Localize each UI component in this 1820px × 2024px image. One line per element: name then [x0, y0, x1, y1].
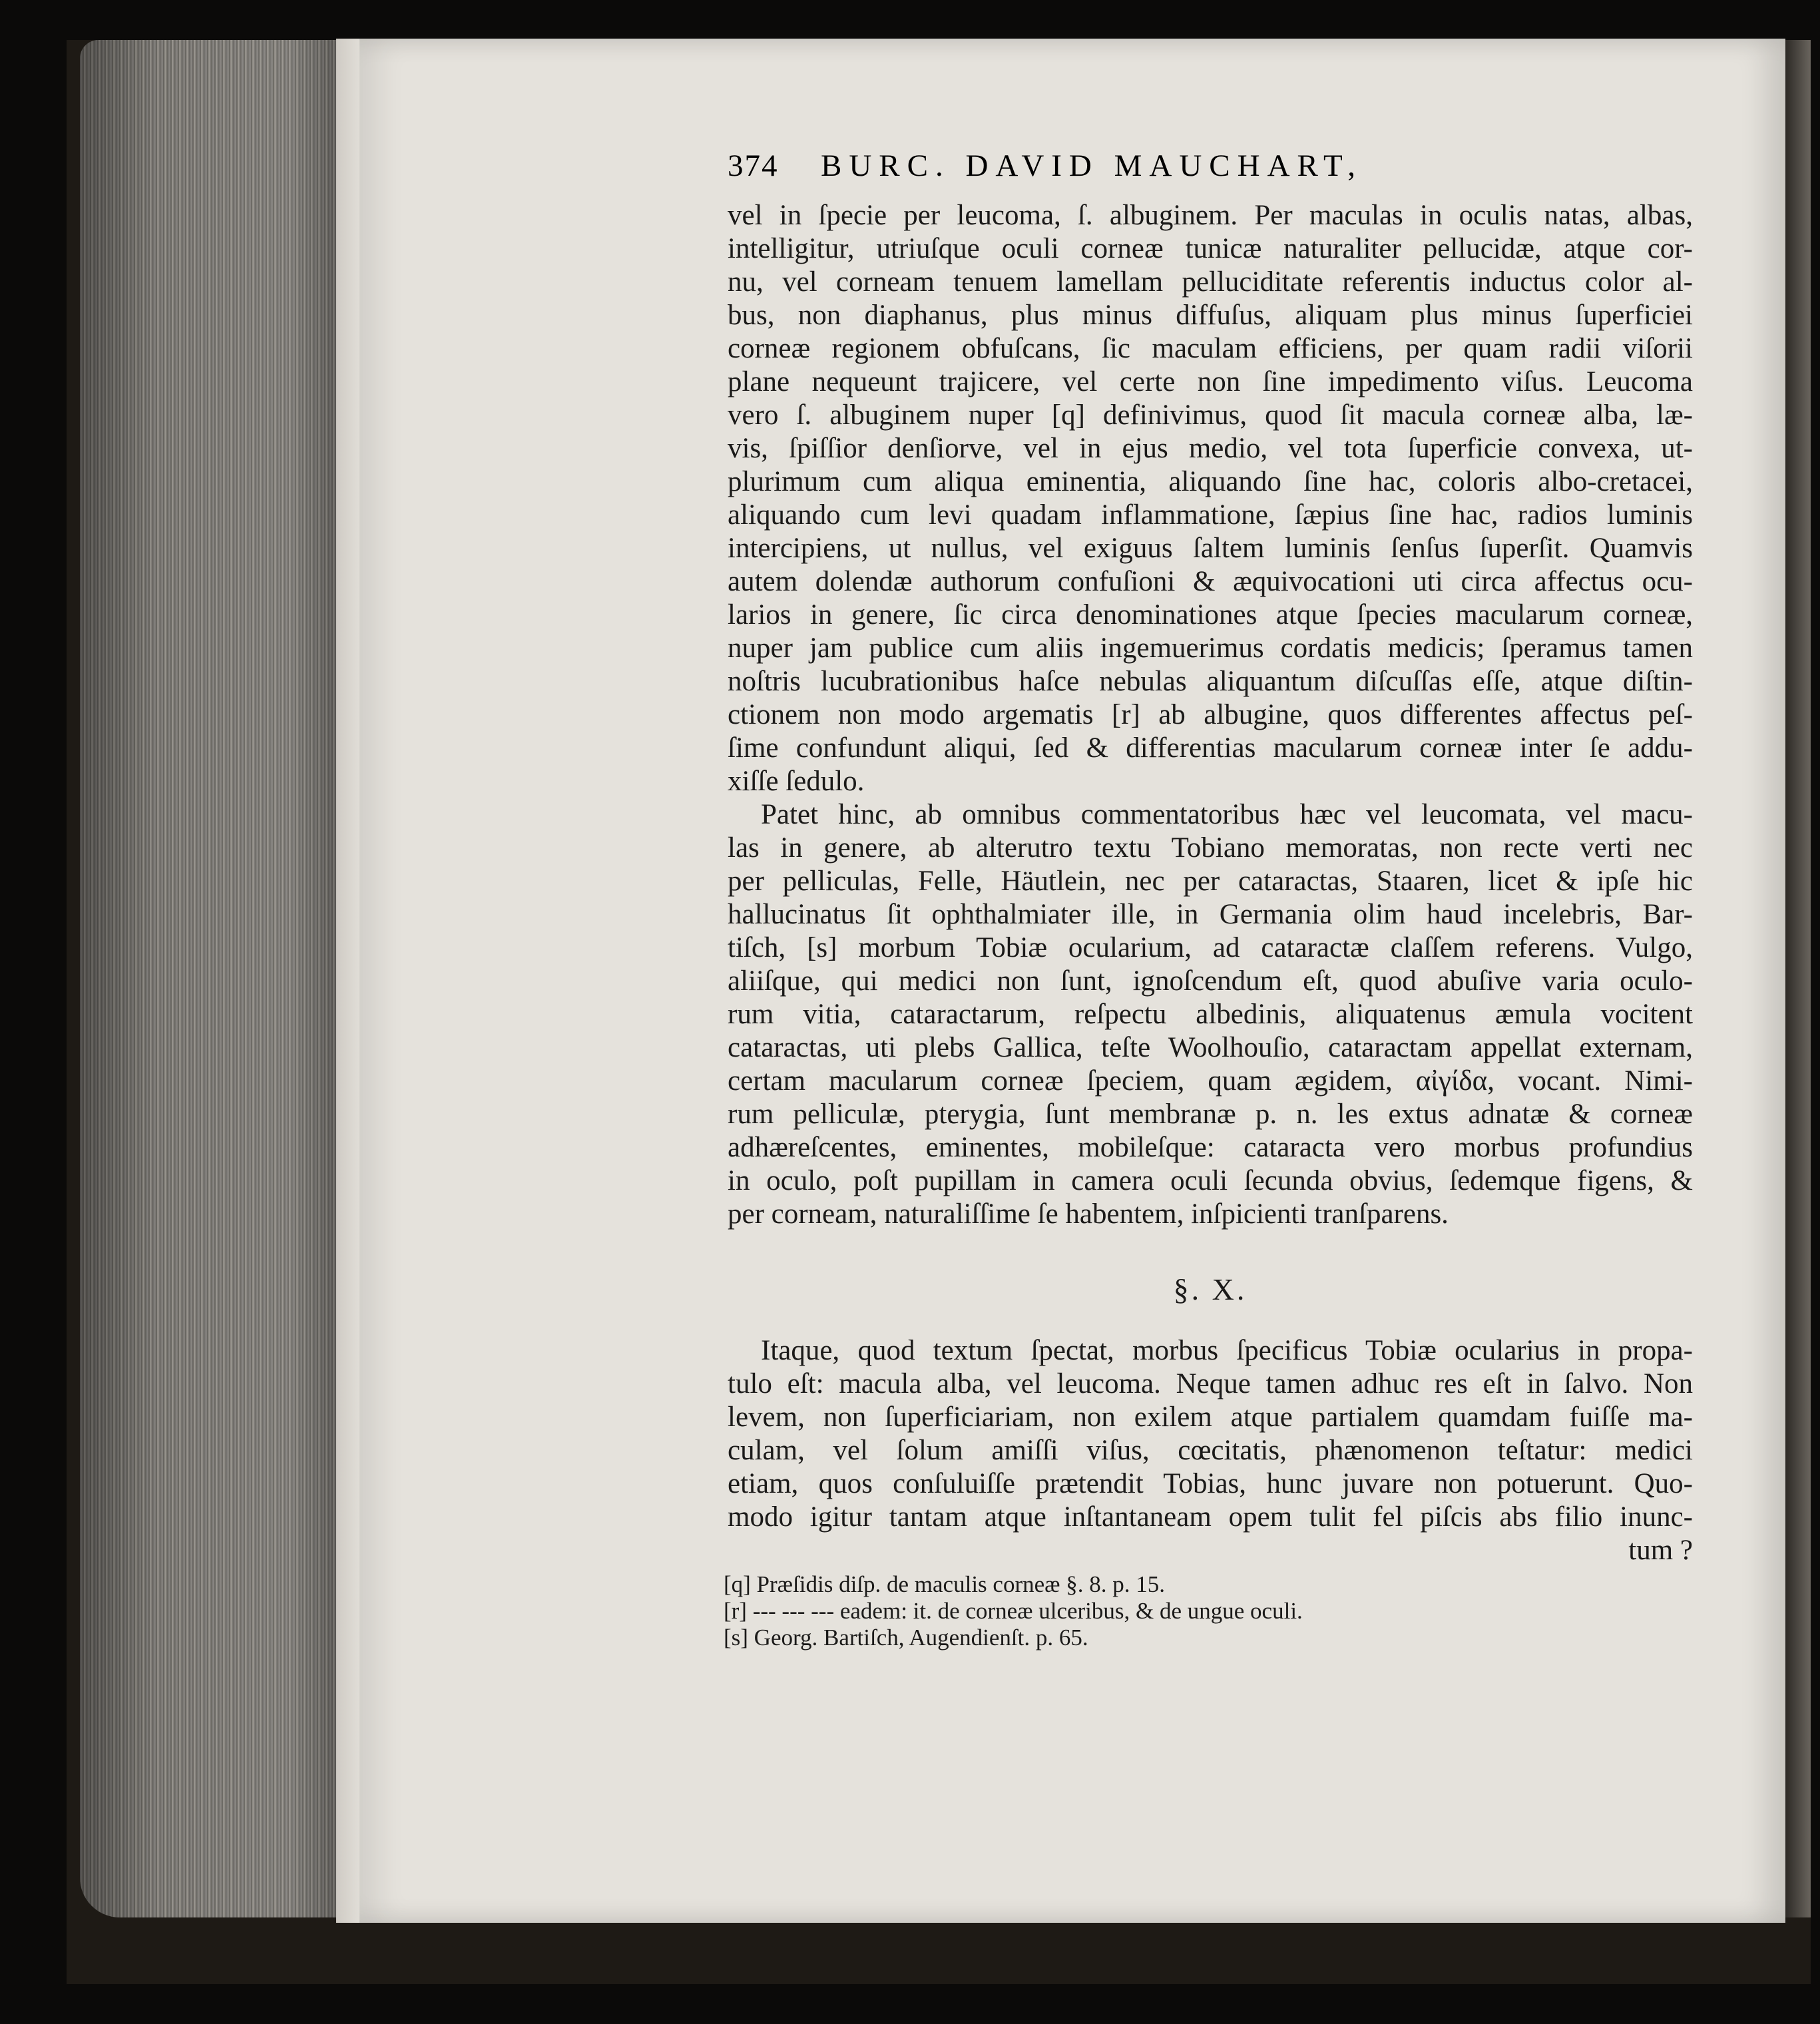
- footnote: [r] --- --- --- eadem: it. de corneæ ulceribus, & de ungue oculi.: [724, 1598, 1303, 1624]
- body-line: las in genere, ab alterutro textu Tobiano memoratas, non recte verti nec: [728, 832, 1693, 864]
- section-line: modo igitur tantam atque inſtantaneam opem tulit fel piſcis abs filio inunc-: [728, 1501, 1693, 1533]
- section-line: tulo eſt: macula alba, vel leucoma. Neque tamen adhuc res eſt in ſalvo. Non: [728, 1368, 1693, 1399]
- running-header: [728, 148, 1693, 188]
- running-title: BURC. DAVID MAUCHART,: [821, 148, 1363, 183]
- footnote: [s] Georg. Bartiſch, Augendienſt. p. 65.: [724, 1625, 1088, 1650]
- body-line: nu, vel corneam tenuem lamellam pelluciditate referentis inductus color al-: [728, 266, 1693, 298]
- body-line: in oculo, poſt pupillam in camera oculi ſecunda obvius, ſedemque figens, &: [728, 1165, 1693, 1196]
- body-line: tiſch, [s] morbum Tobiæ ocularium, ad cataractæ claſſem referens. Vulgo,: [728, 932, 1693, 963]
- body-line: xiſſe ſedulo.: [728, 766, 865, 797]
- section-line: levem, non ſuperficiariam, non exilem atque partialem quamdam fuiſſe ma-: [728, 1401, 1693, 1433]
- body-line: certam macularum corneæ ſpeciem, quam ægidem, αἰγίδα, vocant. Nimi-: [728, 1065, 1693, 1097]
- body-line: per corneam, naturaliſſime ſe habentem, inſpicienti tranſparens.: [728, 1198, 1449, 1230]
- body-line: noſtris lucubrationibus haſce nebulas aliquantum diſcuſſas eſſe, atque diſtin-: [728, 666, 1693, 697]
- section-line: Itaque, quod textum ſpectat, morbus ſpecificus Tobiæ ocularius in propa-: [761, 1335, 1693, 1366]
- body-line: per pelliculas, Felle, Häutlein, nec per cataractas, Staaren, licet & ipſe hic: [728, 866, 1693, 897]
- body-line: vis, ſpiſſior denſiorve, vel in ejus medio, vel tota ſuperficie convexa, ut-: [728, 433, 1693, 464]
- body-line: aliquando cum levi quadam inflammatione, ſæpius ſine hac, radios luminis: [728, 499, 1693, 531]
- body-line: larios in genere, ſic circa denominationes atque ſpecies macularum corneæ,: [728, 599, 1693, 631]
- body-line: bus, non diaphanus, plus minus diffuſus, aliquam plus minus ſuperficiei: [728, 300, 1693, 331]
- body-line: Patet hinc, ab omnibus commentatoribus hæc vel leucomata, vel macu-: [761, 799, 1693, 830]
- section-line: tum ?: [1628, 1535, 1693, 1566]
- page-gutter: [336, 39, 363, 1923]
- page-number: 374: [728, 148, 779, 183]
- section-line: culam, vel ſolum amiſſi viſus, cœcitatis, phænomenon teſtatur: medici: [728, 1435, 1693, 1466]
- body-line: autem dolendæ authorum confuſioni & æquivocationi uti circa affectus ocu-: [728, 566, 1693, 597]
- body-line: intercipiens, ut nullus, vel exiguus ſaltem luminis ſenſus ſuperſit. Quamvis: [728, 533, 1693, 564]
- section-heading: §. X.: [1173, 1272, 1248, 1306]
- right-page-edge: [1785, 40, 1811, 1917]
- body-line: rum vitia, cataractarum, reſpectu albedinis, aliquatenus æmula vocitent: [728, 999, 1693, 1030]
- footnote: [q] Præſidis diſp. de maculis corneæ §. 8. p. 15.: [724, 1571, 1165, 1597]
- body-line: corneæ regionem obfuſcans, ſic maculam efficiens, per quam radii viſorii: [728, 333, 1693, 364]
- body-line: aliiſque, qui medici non ſunt, ignoſcendum eſt, quod abuſive varia oculo-: [728, 965, 1693, 997]
- section-line: etiam, quos conſuluiſſe prætendit Tobias, hunc juvare non potuerunt. Quo-: [728, 1468, 1693, 1499]
- body-line: ctionem non modo argematis [r] ab albugine, quos differentes affectus peſ-: [728, 699, 1693, 730]
- body-line: vero ſ. albuginem nuper [q] definivimus, quod ſit macula corneæ alba, læ-: [728, 399, 1693, 431]
- page-edges: [80, 40, 343, 1917]
- body-line: rum pelliculæ, pterygia, ſunt membranæ p. n. les extus adnatæ & corneæ: [728, 1099, 1693, 1130]
- body-line: cataractas, uti plebs Gallica, teſte Woolhouſio, cataractam appellat externam,: [728, 1032, 1693, 1063]
- body-line: plane nequeunt trajicere, vel certe non ſine impedimento viſus. Leucoma: [728, 366, 1693, 397]
- body-line: vel in ſpecie per leucoma, ſ. albuginem. Per maculas in oculis natas, albas,: [728, 200, 1693, 231]
- body-line: intelligitur, utriuſque oculi corneæ tunicæ naturaliter pellucidæ, atque cor-: [728, 233, 1693, 264]
- body-line: ſime confundunt aliqui, ſed & differentias macularum corneæ inter ſe addu-: [728, 732, 1693, 764]
- body-line: adhæreſcentes, eminentes, mobileſque: cataracta vero morbus profundius: [728, 1132, 1693, 1163]
- body-line: hallucinatus ſit ophthalmiater ille, in Germania olim haud incelebris, Bar-: [728, 899, 1693, 930]
- body-line: nuper jam publice cum aliis ingemuerimus cordatis medicis; ſperamus tamen: [728, 632, 1693, 664]
- body-line: plurimum cum aliqua eminentia, aliquando ſine hac, coloris albo-cretacei,: [728, 466, 1693, 497]
